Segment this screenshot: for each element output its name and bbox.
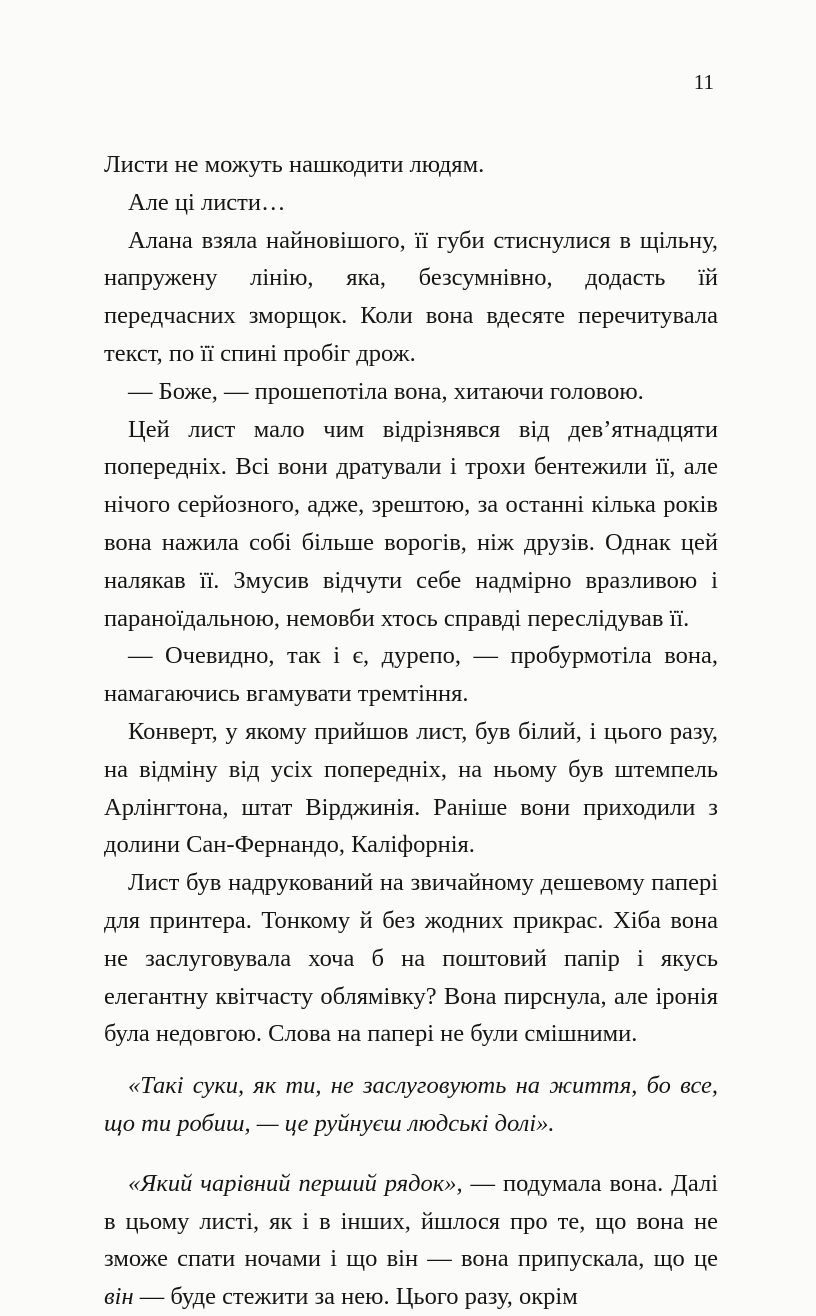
paragraph-3: Алана взяла найновішого, її губи стиснулися в щільну, напружену лінію, яка, безсумнівно, додасть їй передчасних зморщок. Коли вона вдесяте перечитувала текст, по її спині пробіг дрож. bbox=[104, 226, 718, 367]
paragraph-1: Листи не можуть нашкодити людям. bbox=[104, 151, 485, 178]
italic-lead: «Який чарівний перший рядок», bbox=[128, 1169, 463, 1197]
italic-word: він bbox=[104, 1283, 134, 1311]
paragraph-2: Але ці листи… bbox=[128, 188, 286, 216]
page-number: 11 bbox=[693, 70, 714, 94]
letter-quote: «Такі суки, як ти, не заслуговують на життя, бо все, що ти робиш, — це руйнуєш людські долі». bbox=[104, 1072, 718, 1137]
book-text bbox=[104, 146, 718, 1316]
paragraph-6-dialogue: — Очевидно, так і є, дурепо, — пробурмотіла вона, намагаючись вгамувати тремтіння. bbox=[104, 642, 718, 708]
paragraph-8: Лист був надрукований на звичайному дешевому папері для принтера. Тонкому й без жодних прикрас. Хіба вона не заслуговувала хоча б на поштовий папір і якусь елегантну квітчасту облямівку? Вона пирснула, але іронія була недовгою. Слова на папері не були смішними. bbox=[104, 869, 718, 1048]
paragraph-9 bbox=[104, 1165, 718, 1316]
paragraph-9-text-1: — подумала вона. Далі в цьому листі, як і в інших, йшлося про те, що вона не зможе спати ночами і що він — вона припускала, що це bbox=[104, 1169, 718, 1273]
paragraph-5: Цей лист мало чим відрізнявся від дев’ятнадцяти попередніх. Всі вони дратували і трохи бентежили її, але нічого серйозного, адже, зрештою, за останні кілька років вона нажила собі більше ворогів, ніж друзів. Однак цей налякав її. Змусив відчути себе надмірно вразливою і параноїдальною, немовби хтось справді переслідував її. bbox=[104, 415, 718, 632]
paragraph-7: Конверт, у якому прийшов лист, був білий, і цього разу, на відміну від усіх попередніх, на ньому був штемпель Арлінгтона, штат Вірджинія. Раніше вони приходили з долини Сан-Фернандо, Каліфорнія. bbox=[104, 717, 718, 859]
paragraph-4-dialogue: — Боже, — прошепотіла вона, хитаючи головою. bbox=[128, 377, 644, 405]
paragraph-9-text-2: — буде стежити за нею. Цього разу, окрім bbox=[133, 1283, 578, 1311]
